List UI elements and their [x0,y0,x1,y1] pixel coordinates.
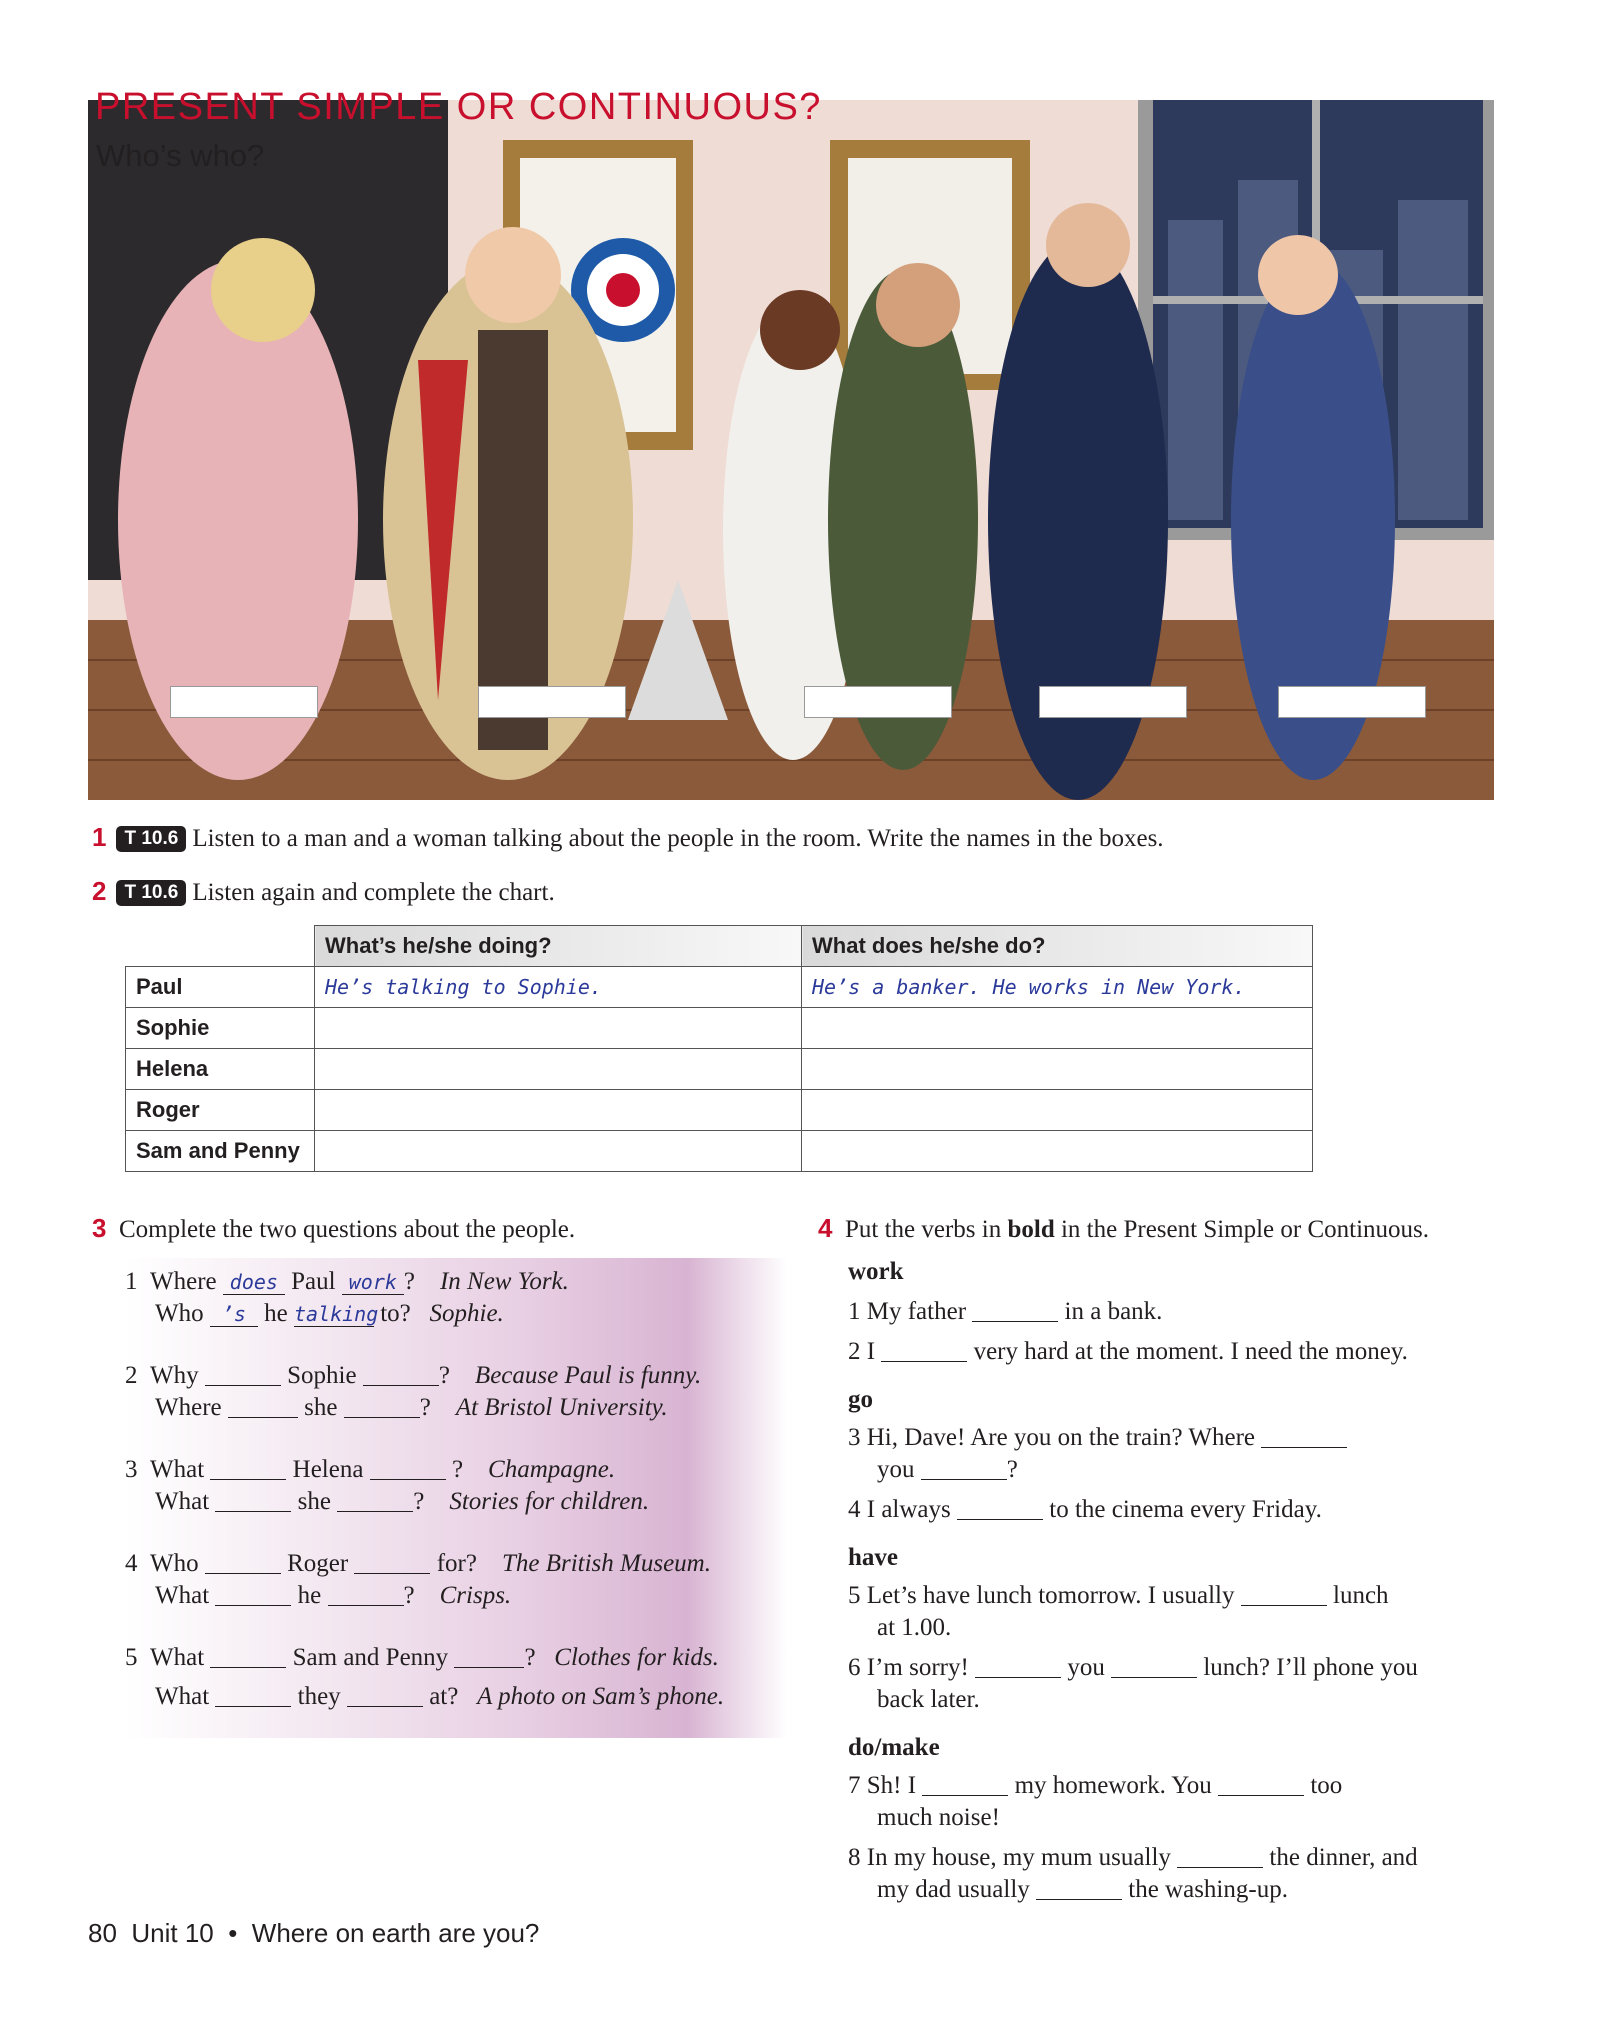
exercise-2 [92,876,555,907]
answer-blank[interactable] [1111,1655,1197,1678]
answer-blank[interactable] [205,1551,281,1574]
row-name: Sophie [126,1008,315,1049]
row-name: Helena [126,1049,315,1090]
page-footer [88,1918,539,1949]
verb-heading-go: go [848,1386,873,1413]
people-chart [125,925,1313,1172]
answer-blank[interactable] [454,1645,524,1668]
answer-blank[interactable] [210,1645,286,1668]
audio-track-badge: T 10.6 [116,880,186,906]
answer-blank[interactable] [328,1583,404,1606]
table-row [126,1131,1313,1172]
exercise-number: 3 [92,1213,107,1243]
do-cell[interactable] [802,1049,1313,1090]
name-box-4[interactable] [1039,686,1187,718]
row-name: Paul [126,967,315,1008]
page-number: 80 [88,1918,117,1948]
do-cell[interactable] [802,1008,1313,1049]
exercise-3-heading [92,1213,575,1244]
question-line: Where she ? At Bristol University. [155,1394,668,1421]
do-cell[interactable] [802,1090,1313,1131]
answer-blank[interactable]: work [342,1270,404,1295]
answer-blank[interactable] [1261,1425,1347,1448]
question-line: 1 Where does Paul work ? In New York. [125,1268,569,1295]
answer-blank[interactable] [881,1339,967,1362]
given-answer: Crisps. [439,1582,512,1609]
do-cell[interactable] [802,1131,1313,1172]
exercise-instruction: Listen again and complete the chart. [192,879,555,906]
answer-blank[interactable] [363,1363,439,1386]
unit-label: Unit 10 [131,1918,214,1948]
given-answer: A photo on Sam’s phone. [477,1683,725,1710]
name-box-3[interactable] [804,686,952,718]
row-name: Sam and Penny [126,1131,315,1172]
answer-blank[interactable] [215,1489,291,1512]
answer-blank[interactable] [1177,1845,1263,1868]
column-header-doing: What’s he/she doing? [315,926,802,967]
exercise-instruction: Complete the two questions about the people. [118,1216,576,1243]
answer-blank[interactable] [1036,1877,1122,1900]
answer-blank[interactable] [922,1773,1008,1796]
answer-blank[interactable] [1218,1773,1304,1796]
question-line: 3 What Helena ? Champagne. [125,1456,616,1483]
exercise-1 [92,822,1164,853]
doing-cell[interactable] [315,1090,802,1131]
question-line: What they at? A photo on Sam’s phone. [155,1683,725,1710]
footer-bullet: • [228,1918,238,1948]
name-box-1[interactable] [170,686,318,718]
column-header-do: What does he/she do? [802,926,1313,967]
given-answer: At Bristol University. [455,1394,668,1421]
sentence-line: 3 Hi, Dave! Are you on the train? Where [848,1424,1347,1452]
answer-blank[interactable] [210,1457,286,1480]
question-line: What he ? Crisps. [155,1582,512,1609]
sentence-line: my dad usually the washing-up. [877,1876,1288,1903]
exercise-number: 2 [92,876,107,906]
given-answer: Because Paul is funny. [474,1362,702,1389]
page-title: PRESENT SIMPLE OR CONTINUOUS? [95,86,822,128]
sentence-line: 7 Sh! I my homework. You too [848,1772,1343,1799]
sentence-line: you ? [877,1456,1018,1483]
answer-blank[interactable]: talking [293,1302,379,1326]
answer-blank[interactable] [337,1489,413,1512]
answer-blank[interactable] [215,1583,291,1606]
table-row [126,967,1313,1008]
doing-cell[interactable]: He’s talking to Sophie. [315,967,802,1008]
question-line: Who ’s he talking to? Sophie. [155,1300,504,1327]
question-line: 2 Why Sophie ? Because Paul is funny. [125,1362,702,1389]
party-illustration [88,100,1494,800]
doing-cell[interactable] [315,1131,802,1172]
exercise-number: 1 [92,822,107,852]
page-subtitle: Who’s who? [96,138,265,173]
sentence-line: much noise! [877,1804,1000,1831]
given-answer: Sophie. [429,1300,504,1327]
answer-blank[interactable] [205,1363,281,1386]
answer-blank[interactable] [344,1395,420,1418]
sentence-line: 5 Let’s have lunch tomorrow. I usually lunch [848,1582,1389,1609]
sentence-line: 8 In my house, my mum usually the dinner, and [848,1844,1418,1871]
sentence-line: 1 My father in a bank. [848,1298,1163,1325]
unit-title: Where on earth are you? [251,1918,540,1948]
answer-blank[interactable] [921,1457,1007,1480]
given-answer: Clothes for kids. [554,1644,719,1671]
sentence-line: at 1.00. [877,1614,952,1641]
answer-blank[interactable]: ’s [210,1302,258,1327]
doing-cell[interactable] [315,1049,802,1090]
given-answer: Champagne. [488,1456,616,1483]
table-row [126,1049,1313,1090]
given-answer: Stories for children. [449,1488,650,1515]
audio-track-badge: T 10.6 [116,826,186,852]
exercise-instruction: Listen to a man and a woman talking about the people in the room. Write the names in the boxes. [192,825,1164,852]
verb-heading-work: work [848,1258,904,1285]
answer-blank[interactable] [957,1497,1043,1520]
question-line: What she ? Stories for children. [155,1488,650,1515]
row-name: Roger [126,1090,315,1131]
sentence-line: 6 I’m sorry! you lunch? I’ll phone you [848,1654,1418,1681]
answer-blank[interactable] [975,1655,1061,1678]
sentence-line: 2 I very hard at the moment. I need the money. [848,1338,1408,1365]
given-answer: The British Museum. [501,1550,711,1577]
doing-cell[interactable] [315,1008,802,1049]
answer-blank[interactable] [972,1299,1058,1322]
question-line: 4 Who Roger for? The British Museum. [125,1550,711,1577]
table-row [126,1008,1313,1049]
answer-blank[interactable]: does [223,1270,285,1295]
answer-blank[interactable] [228,1395,298,1418]
exercise-number: 4 [818,1213,833,1243]
given-answer: In New York. [439,1268,569,1295]
name-box-5[interactable] [1278,686,1426,718]
verb-heading-do-make: do/make [848,1734,940,1761]
do-cell[interactable]: He’s a banker. He works in New York. [802,967,1313,1008]
answer-blank[interactable] [354,1551,430,1574]
verb-heading-have: have [848,1544,898,1571]
answer-blank[interactable] [347,1684,423,1707]
name-box-2[interactable] [478,686,626,718]
question-line: 5 What Sam and Penny ? Clothes for kids. [125,1644,719,1671]
sentence-line: 4 I always to the cinema every Friday. [848,1496,1322,1523]
table-row [126,1090,1313,1131]
sentence-line: back later. [877,1686,980,1713]
answer-blank[interactable] [370,1457,446,1480]
exercise-4-heading: 4 Put the verbs in bold in the Present Simple or Continuous. [818,1213,1430,1243]
answer-blank[interactable] [215,1684,291,1707]
answer-blank[interactable] [1241,1583,1327,1606]
